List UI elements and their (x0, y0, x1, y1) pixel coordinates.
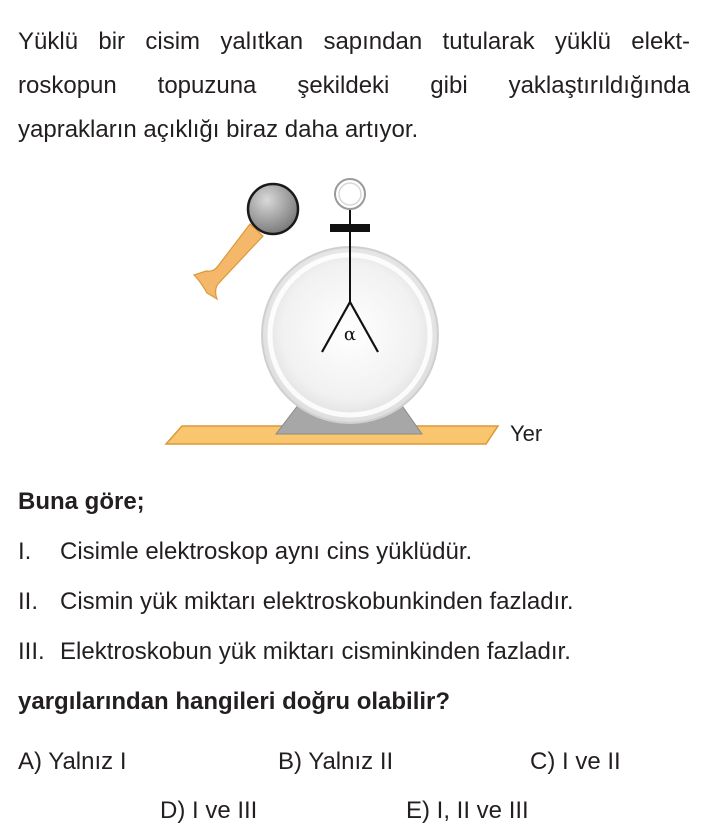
statement-number: III. (18, 638, 45, 665)
choice-e[interactable]: E) I, II ve III (406, 797, 529, 824)
insulating-handle (194, 224, 263, 299)
statement-text: Elektroskobun yük miktarı cisminkinden fazladır. (60, 638, 571, 665)
statement-item (18, 638, 571, 666)
question-lead: Buna göre; (18, 488, 145, 515)
electroscope-knob (335, 179, 365, 209)
statement-number: I. (18, 538, 32, 565)
stem-line: yaprakların açıklığı biraz daha artıyor. (18, 116, 419, 143)
stem-line: roskopun topuzuna şekildeki gibi yaklaştırıldığında (18, 72, 690, 99)
choice-c[interactable]: C) I ve II (530, 748, 621, 775)
statement-item (18, 588, 574, 616)
charged-sphere (248, 184, 298, 234)
statement-text: Cismin yük miktarı elektroskobunkinden fazladır. (60, 588, 574, 615)
angle-label: α (343, 324, 357, 345)
question-tail: yargılarından hangileri doğru olabilir? (18, 688, 451, 715)
stem-line: Yüklü bir cisim yalıtkan sapından tutularak yüklü elekt- (18, 28, 690, 55)
question-stem (18, 20, 690, 152)
choice-b[interactable]: B) Yalnız II (278, 748, 394, 775)
statement-item (18, 538, 472, 566)
statement-text: Cisimle elektroskop aynı cins yüklüdür. (60, 538, 473, 565)
choice-a[interactable]: A) Yalnız I (18, 748, 127, 775)
choice-d[interactable]: D) I ve III (160, 797, 258, 824)
statement-number: II. (18, 588, 39, 615)
electroscope-figure (160, 172, 560, 454)
ground-label: Yer (510, 421, 543, 446)
